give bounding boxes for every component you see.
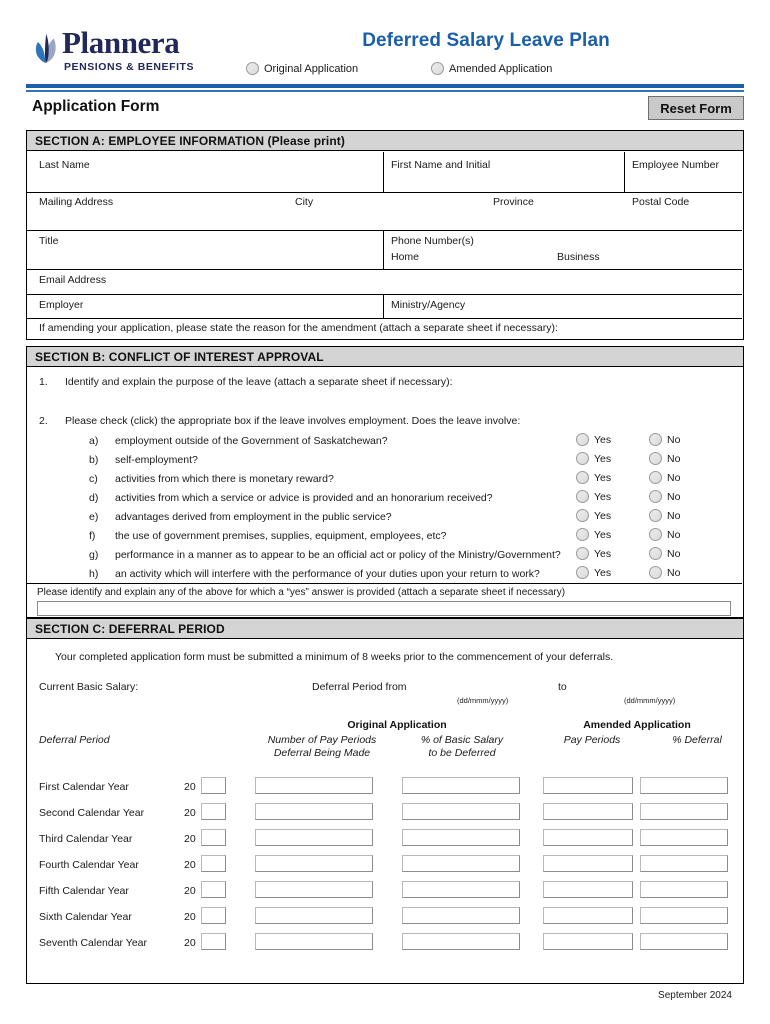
radio-icon[interactable] bbox=[576, 471, 589, 484]
radio-icon[interactable] bbox=[576, 490, 589, 503]
divider bbox=[27, 318, 742, 319]
question-2-text: Please check (click) the appropriate box if the leave involves employment. Does the leave involve: bbox=[65, 415, 521, 427]
col-deferral-period: Deferral Period bbox=[39, 734, 110, 746]
label-city: City bbox=[295, 196, 314, 208]
section-a-heading: SECTION A: EMPLOYEE INFORMATION (Please print) bbox=[27, 131, 743, 151]
year-prefix: 20 bbox=[184, 911, 196, 923]
radio-icon[interactable] bbox=[649, 509, 662, 522]
yes-label: Yes bbox=[594, 471, 612, 484]
section-c-note: Your completed application form must be submitted a minimum of 8 weeks prior to the commencement of your deferrals. bbox=[55, 651, 614, 663]
radio-icon[interactable] bbox=[649, 566, 662, 579]
application-type-group bbox=[236, 62, 706, 84]
orig-pct-input-row-3[interactable] bbox=[402, 829, 520, 846]
radio-icon[interactable] bbox=[649, 452, 662, 465]
label-postal-code: Postal Code bbox=[632, 196, 690, 208]
no-label: No bbox=[667, 566, 681, 579]
item-letter-f: f) bbox=[89, 530, 96, 542]
label-mailing-address: Mailing Address bbox=[39, 196, 114, 208]
no-label: No bbox=[667, 509, 681, 522]
section-c-heading: SECTION C: DEFERRAL PERIOD bbox=[27, 619, 743, 639]
label-current-basic-salary: Current Basic Salary: bbox=[39, 681, 139, 693]
label-province: Province bbox=[493, 196, 534, 208]
orig-pct-input-row-6[interactable] bbox=[402, 907, 520, 924]
hint-to-date-format: (dd/mmm/yyyy) bbox=[624, 696, 676, 705]
radio-g-no[interactable] bbox=[649, 547, 680, 560]
item-letter-a: a) bbox=[89, 435, 99, 447]
year-prefix: 20 bbox=[184, 833, 196, 845]
section-a bbox=[26, 130, 744, 340]
col-group-amended: Amended Application bbox=[583, 719, 691, 731]
yes-label: Yes bbox=[594, 547, 612, 560]
divider bbox=[624, 152, 625, 192]
divider bbox=[27, 583, 742, 584]
row-label-second-calendar-year: Second Calendar Year bbox=[39, 807, 145, 819]
yes-label: Yes bbox=[594, 528, 612, 541]
row-label-sixth-calendar-year: Sixth Calendar Year bbox=[39, 911, 132, 923]
amend-pct-input-row-1[interactable] bbox=[640, 777, 728, 794]
orig-pay-periods-input-row-1[interactable] bbox=[255, 777, 373, 794]
radio-original-label: Original Application bbox=[264, 62, 359, 75]
orig-pay-periods-input-row-3[interactable] bbox=[255, 829, 373, 846]
item-letter-d: d) bbox=[89, 492, 99, 504]
row-label-seventh-calendar-year: Seventh Calendar Year bbox=[39, 937, 147, 949]
label-title: Title bbox=[39, 235, 59, 247]
radio-e-no[interactable] bbox=[649, 509, 680, 522]
item-letter-g: g) bbox=[89, 549, 99, 561]
year-input-row-1[interactable] bbox=[201, 777, 226, 794]
radio-icon[interactable] bbox=[649, 433, 662, 446]
section-c bbox=[26, 618, 744, 984]
label-phone-numbers: Phone Number(s) bbox=[391, 235, 474, 247]
year-input-row-6[interactable] bbox=[201, 907, 226, 924]
label-employee-number: Employee Number bbox=[632, 159, 719, 171]
application-form-label: Application Form bbox=[32, 98, 160, 115]
amend-pay-periods-input-row-7[interactable] bbox=[543, 933, 633, 950]
radio-f-no[interactable] bbox=[649, 528, 680, 541]
wheat-leaf-icon bbox=[32, 30, 60, 64]
year-input-row-2[interactable] bbox=[201, 803, 226, 820]
divider bbox=[383, 230, 384, 269]
radio-e-yes[interactable] bbox=[576, 509, 611, 522]
no-label: No bbox=[667, 433, 681, 446]
label-deferral-period-to: to bbox=[558, 681, 567, 693]
year-input-row-7[interactable] bbox=[201, 933, 226, 950]
item-letter-b: b) bbox=[89, 454, 99, 466]
radio-c-no[interactable] bbox=[649, 471, 680, 484]
label-last-name: Last Name bbox=[39, 159, 90, 171]
item-text-g: performance in a manner as to appear to be an official act or policy of the Ministry/Government? bbox=[115, 549, 561, 561]
radio-h-no[interactable] bbox=[649, 566, 680, 579]
orig-pay-periods-input-row-5[interactable] bbox=[255, 881, 373, 898]
radio-f-yes[interactable] bbox=[576, 528, 611, 541]
row-label-fourth-calendar-year: Fourth Calendar Year bbox=[39, 859, 139, 871]
item-text-f: the use of government premises, supplies, equipment, employees, etc? bbox=[115, 530, 447, 542]
label-home-phone: Home bbox=[391, 251, 420, 263]
item-text-h: an activity which will interfere with the performance of your duties upon your return to work? bbox=[115, 568, 540, 580]
row-label-third-calendar-year: Third Calendar Year bbox=[39, 833, 133, 845]
label-employer: Employer bbox=[39, 299, 84, 311]
yes-label: Yes bbox=[594, 509, 612, 522]
col-amend-pay-periods: Pay Periods bbox=[563, 734, 621, 746]
explain-yes-input[interactable] bbox=[37, 601, 731, 616]
yes-label: Yes bbox=[594, 433, 612, 446]
radio-b-no[interactable] bbox=[649, 452, 680, 465]
brand-tagline: PENSIONS & BENEFITS bbox=[64, 61, 195, 73]
radio-a-yes[interactable] bbox=[576, 433, 611, 446]
section-b-heading: SECTION B: CONFLICT OF INTEREST APPROVAL bbox=[27, 347, 743, 367]
orig-pay-periods-input-row-6[interactable] bbox=[255, 907, 373, 924]
page-title: Deferred Salary Leave Plan bbox=[362, 30, 610, 51]
orig-pay-periods-input-row-4[interactable] bbox=[255, 855, 373, 872]
yes-label: Yes bbox=[594, 452, 612, 465]
divider-thick bbox=[26, 84, 744, 88]
orig-pct-input-row-1[interactable] bbox=[402, 777, 520, 794]
radio-b-yes[interactable] bbox=[576, 452, 611, 465]
radio-icon[interactable] bbox=[649, 471, 662, 484]
no-label: No bbox=[667, 471, 681, 484]
amend-pct-input-row-5[interactable] bbox=[640, 881, 728, 898]
amend-pct-input-row-3[interactable] bbox=[640, 829, 728, 846]
col-amend-pct: % Deferral bbox=[672, 734, 722, 746]
label-email-address: Email Address bbox=[39, 274, 107, 286]
col-orig-pct-line2: to be Deferred bbox=[428, 747, 496, 759]
question-1-number: 1. bbox=[39, 376, 48, 388]
application-form-bar bbox=[26, 96, 744, 126]
no-label: No bbox=[667, 452, 681, 465]
col-group-original: Original Application bbox=[347, 719, 447, 731]
item-text-b: self-employment? bbox=[115, 454, 198, 466]
radio-a-no[interactable] bbox=[649, 433, 680, 446]
radio-c-yes[interactable] bbox=[576, 471, 611, 484]
row-label-fifth-calendar-year: Fifth Calendar Year bbox=[39, 885, 129, 897]
label-first-name: First Name and Initial bbox=[391, 159, 491, 171]
item-text-d: activities from which a service or advice is provided and an honorarium received? bbox=[115, 492, 493, 504]
plannera-logo bbox=[32, 25, 212, 80]
amend-pay-periods-input-row-4[interactable] bbox=[543, 855, 633, 872]
year-prefix: 20 bbox=[184, 781, 196, 793]
radio-icon[interactable] bbox=[649, 490, 662, 503]
radio-icon[interactable] bbox=[576, 547, 589, 560]
divider bbox=[27, 230, 742, 231]
yes-label: Yes bbox=[594, 566, 612, 579]
no-label: No bbox=[667, 547, 681, 560]
item-text-e: advantages derived from employment in the public service? bbox=[115, 511, 392, 523]
year-input-row-4[interactable] bbox=[201, 855, 226, 872]
divider-thin bbox=[26, 90, 744, 92]
col-orig-pay-periods-line2: Deferral Being Made bbox=[273, 747, 371, 759]
label-amendment-reason: If amending your application, please state the reason for the amendment (attach a separate sheet if necessary): bbox=[39, 322, 558, 334]
hint-from-date-format: (dd/mmm/yyyy) bbox=[457, 696, 509, 705]
no-label: No bbox=[667, 490, 681, 503]
row-label-first-calendar-year: First Calendar Year bbox=[39, 781, 129, 793]
radio-icon[interactable] bbox=[576, 509, 589, 522]
year-input-row-3[interactable] bbox=[201, 829, 226, 846]
footer-revision-date: September 2024 bbox=[658, 990, 732, 1001]
item-text-a: employment outside of the Government of Saskatchewan? bbox=[115, 435, 388, 447]
reset-form-button[interactable]: Reset Form bbox=[648, 96, 744, 120]
amend-pay-periods-input-row-3[interactable] bbox=[543, 829, 633, 846]
orig-pay-periods-input-row-2[interactable] bbox=[255, 803, 373, 820]
question-2-number: 2. bbox=[39, 415, 48, 427]
amend-pay-periods-input-row-1[interactable] bbox=[543, 777, 633, 794]
item-letter-e: e) bbox=[89, 511, 99, 523]
brand-name: Plannera bbox=[62, 25, 180, 60]
orig-pct-input-row-4[interactable] bbox=[402, 855, 520, 872]
col-orig-pct-line1: % of Basic Salary bbox=[420, 734, 504, 746]
amend-pct-input-row-6[interactable] bbox=[640, 907, 728, 924]
divider bbox=[383, 294, 384, 318]
orig-pay-periods-input-row-7[interactable] bbox=[255, 933, 373, 950]
item-letter-h: h) bbox=[89, 568, 99, 580]
label-business-phone: Business bbox=[557, 251, 600, 263]
divider bbox=[27, 294, 742, 295]
orig-pct-input-row-2[interactable] bbox=[402, 803, 520, 820]
radio-original-application[interactable] bbox=[246, 62, 358, 75]
label-ministry-agency: Ministry/Agency bbox=[391, 299, 466, 311]
year-prefix: 20 bbox=[184, 807, 196, 819]
radio-icon[interactable] bbox=[576, 452, 589, 465]
amend-pct-input-row-2[interactable] bbox=[640, 803, 728, 820]
orig-pct-input-row-5[interactable] bbox=[402, 881, 520, 898]
radio-amended-application[interactable] bbox=[431, 62, 552, 75]
item-letter-c: c) bbox=[89, 473, 98, 485]
no-label: No bbox=[667, 528, 681, 541]
radio-d-no[interactable] bbox=[649, 490, 680, 503]
radio-amended-label: Amended Application bbox=[449, 62, 553, 75]
radio-icon[interactable] bbox=[246, 62, 259, 75]
orig-pct-input-row-7[interactable] bbox=[402, 933, 520, 950]
col-orig-pay-periods-line1: Number of Pay Periods bbox=[267, 734, 377, 746]
radio-icon[interactable] bbox=[431, 62, 444, 75]
radio-h-yes[interactable] bbox=[576, 566, 611, 579]
radio-d-yes[interactable] bbox=[576, 490, 611, 503]
radio-g-yes[interactable] bbox=[576, 547, 611, 560]
amend-pct-input-row-7[interactable] bbox=[640, 933, 728, 950]
section-b bbox=[26, 346, 744, 618]
radio-icon[interactable] bbox=[576, 566, 589, 579]
radio-icon[interactable] bbox=[649, 547, 662, 560]
yes-label: Yes bbox=[594, 490, 612, 503]
divider bbox=[27, 269, 742, 270]
radio-icon[interactable] bbox=[649, 528, 662, 541]
year-prefix: 20 bbox=[184, 859, 196, 871]
year-input-row-5[interactable] bbox=[201, 881, 226, 898]
amend-pay-periods-input-row-2[interactable] bbox=[543, 803, 633, 820]
radio-icon[interactable] bbox=[576, 433, 589, 446]
divider bbox=[27, 192, 742, 193]
amend-pay-periods-input-row-6[interactable] bbox=[543, 907, 633, 924]
year-prefix: 20 bbox=[184, 937, 196, 949]
radio-icon[interactable] bbox=[576, 528, 589, 541]
divider bbox=[383, 152, 384, 192]
item-text-c: activities from which there is monetary reward? bbox=[115, 473, 334, 485]
question-1-text: Identify and explain the purpose of the leave (attach a separate sheet if necessary): bbox=[65, 376, 453, 388]
amend-pct-input-row-4[interactable] bbox=[640, 855, 728, 872]
label-deferral-period-from: Deferral Period from bbox=[312, 681, 407, 693]
label-explain-yes-answers: Please identify and explain any of the above for which a “yes” answer is provided (attach a separate sheet if necessary) bbox=[37, 587, 566, 598]
amend-pay-periods-input-row-5[interactable] bbox=[543, 881, 633, 898]
year-prefix: 20 bbox=[184, 885, 196, 897]
page-header bbox=[26, 22, 744, 84]
